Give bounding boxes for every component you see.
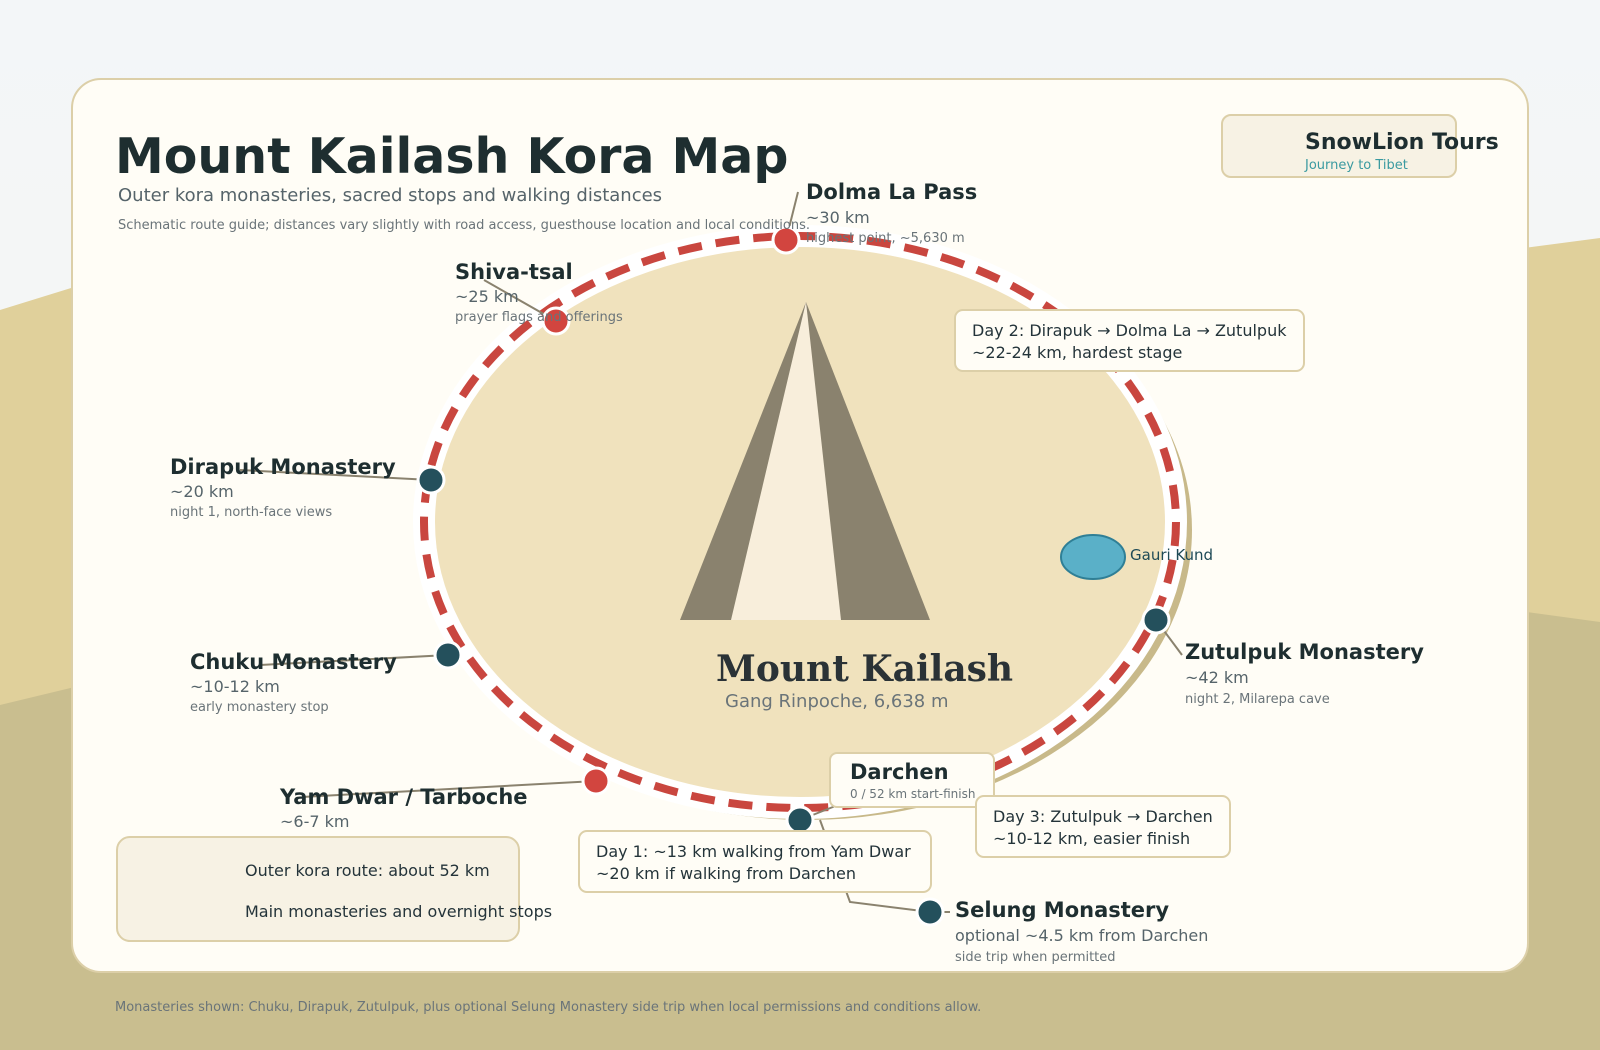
map-legend xyxy=(116,836,520,942)
stop-dirapuk-distance: ~20 km xyxy=(170,482,234,501)
stop-selung-name: Selung Monastery xyxy=(955,898,1170,922)
day3-callout xyxy=(975,795,1231,858)
lake-label: Gauri Kund xyxy=(1130,546,1214,564)
stop-selung-distance: optional ~4.5 km from Darchen xyxy=(955,926,1209,945)
page-subtitle: Outer kora monasteries, sacred stops and walking distances xyxy=(118,185,663,206)
stop-yamdwar-distance: ~6-7 km xyxy=(280,812,350,831)
stop-chuku-distance: ~10-12 km xyxy=(190,677,280,696)
brand-tagline: Journey to Tibet xyxy=(1305,158,1408,173)
day3-line2: ~10-12 km, easier finish xyxy=(993,829,1191,848)
stop-shiva-description: prayer flags and offerings xyxy=(455,310,623,325)
marker-zutulpuk xyxy=(1143,607,1169,633)
marker-yamdwar xyxy=(583,768,609,794)
stop-dolma-distance: ~30 km xyxy=(806,208,870,227)
day2-callout xyxy=(954,309,1305,372)
mountain-name: Mount Kailash xyxy=(716,648,1014,690)
stop-dolma-description: highest point, ~5,630 m xyxy=(806,231,965,246)
stop-dirapuk-description: night 1, north-face views xyxy=(170,505,333,520)
footer-note: Monasteries shown: Chuku, Dirapuk, Zutulpuk, plus optional Selung Monastery side trip when local permissions and conditions allow. xyxy=(115,1000,982,1015)
stop-zutulpuk-description: night 2, Milarepa cave xyxy=(1185,692,1330,707)
marker-selung xyxy=(917,899,943,925)
marker-dirapuk xyxy=(418,467,444,493)
page-note: Schematic route guide; distances vary slightly with road access, guesthouse location and local conditions. xyxy=(118,218,811,233)
stop-shiva-name: Shiva-tsal xyxy=(455,260,573,284)
day2-line1: Day 2: Dirapuk → Dolma La → Zutulpuk xyxy=(972,321,1287,340)
stop-chuku-description: early monastery stop xyxy=(190,700,329,715)
day1-line2: ~20 km if walking from Darchen xyxy=(596,864,856,883)
stop-selung-description: side trip when permitted xyxy=(955,950,1116,965)
page-title: Mount Kailash Kora Map xyxy=(115,128,789,185)
brand-name: SnowLion Tours xyxy=(1305,130,1499,155)
marker-chuku xyxy=(435,642,461,668)
stop-zutulpuk-distance: ~42 km xyxy=(1185,668,1249,687)
stop-zutulpuk-name: Zutulpuk Monastery xyxy=(1185,640,1424,664)
stop-shiva-distance: ~25 km xyxy=(455,287,519,306)
day3-line1: Day 3: Zutulpuk → Darchen xyxy=(993,807,1213,826)
day2-line2: ~22-24 km, hardest stage xyxy=(972,343,1183,362)
legend-monastery-label: Main monasteries and overnight stops xyxy=(245,902,553,921)
stop-chuku-name: Chuku Monastery xyxy=(190,650,397,674)
stop-dolma-name: Dolma La Pass xyxy=(806,180,978,204)
gauri-kund-lake xyxy=(1061,535,1125,579)
stop-darchen-distance: 0 / 52 km start-finish xyxy=(850,787,976,801)
day1-line1: Day 1: ~13 km walking from Yam Dwar xyxy=(596,842,911,861)
stop-dirapuk-name: Dirapuk Monastery xyxy=(170,455,396,479)
stop-yamdwar-name: Yam Dwar / Tarboche xyxy=(280,785,528,809)
stop-darchen-name: Darchen xyxy=(850,760,949,784)
day1-callout xyxy=(578,830,932,893)
legend-route-label: Outer kora route: about 52 km xyxy=(245,861,490,880)
mountain-subtitle: Gang Rinpoche, 6,638 m xyxy=(725,691,949,712)
